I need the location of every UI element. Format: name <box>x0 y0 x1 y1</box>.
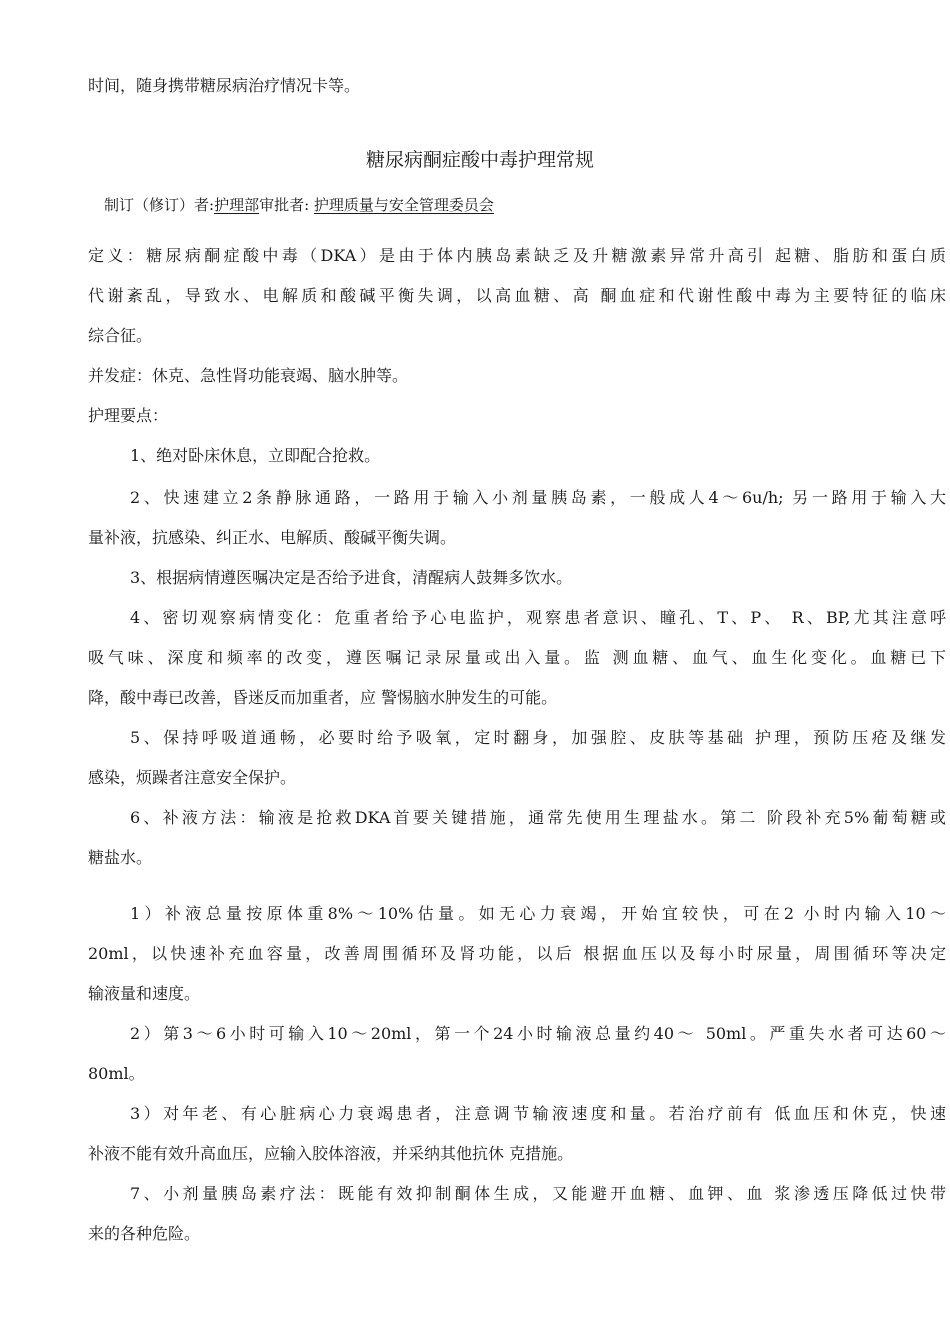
subpoint-3-line-1: 3）对年老、有心脏病心力衰竭患者，注意调节输液速度和量。若治疗前有 低血压和休克，快速 <box>130 1104 946 1123</box>
point-6-line-1: 6、补液方法：输液是抢救DKA首要关键措施，通常先使用生理盐水。第二 阶段补充5%葡萄糖或 <box>130 808 946 827</box>
point-7-line-1: 7、小剂量胰岛素疗法：既能有效抑制酮体生成，又能避开血糖、血钾、血 浆渗透压降低过快带 <box>130 1184 946 1203</box>
subpoint-3-line-2: 补液不能有效升高血压，应输入胶体溶液，并采纳其他抗休 克措施。 <box>88 1144 574 1163</box>
subpoint-2-line-1: 2）第3〜6小时可输入10〜20ml，第一个24小时输液总量约40〜 50ml。严重失水者可达60〜 <box>130 1024 946 1043</box>
point-6-line-2: 糖盐水。 <box>88 848 153 867</box>
point-1: 1、绝对卧床休息，立即配合抢救。 <box>130 446 381 465</box>
definition-line-1: 定义：糖尿病酮症酸中毒（DKA）是由于体内胰岛素缺乏及升糖激素异常升高引 起糖、脂肪和蛋白质 <box>88 246 946 265</box>
point-7-line-2: 来的各种危险。 <box>88 1224 201 1243</box>
subpoint-1-line-2: 20ml，以快速补充血容量，改善周围循环及肾功能，以后 根据血压以及每小时尿量，周围循环等决定 <box>88 944 946 963</box>
byline-approver-label: 审批者: <box>259 196 314 214</box>
continuation-text: 时间，随身携带糖尿病治疗情况卡等。 <box>88 76 361 95</box>
byline-author: 护理部 <box>214 196 260 214</box>
subpoint-2-line-2: 80ml。 <box>88 1064 145 1083</box>
key-points-heading: 护理要点： <box>88 406 169 425</box>
point-2-line-1: 2、快速建立2条静脉通路，一路用于输入小剂量胰岛素，一般成人4〜6u/h; 另一路用于输入大 <box>130 488 946 507</box>
point-4-line-2: 吸气味、深度和频率的改变，遵医嘱记录尿量或出入量。监 测血糖、血气、血生化变化。血糖已下 <box>88 648 946 667</box>
point-2-line-2: 量补液，抗感染、纠正水、电解质、酸碱平衡失调。 <box>88 528 457 547</box>
byline <box>104 195 494 215</box>
subpoint-1-line-3: 输液量和速度。 <box>88 984 201 1003</box>
point-4-line-3: 降，酸中毒已改善，昏迷反而加重者，应 警惕脑水肿发生的可能。 <box>88 688 558 707</box>
point-5-line-1: 5、保持呼吸道通畅，必要时给予吸氧，定时翻身，加强腔、皮肤等基础 护理，预防压疮及继发 <box>130 728 946 747</box>
point-5-line-2: 感染，烦躁者注意安全保护。 <box>88 768 297 787</box>
document-title: 糖尿病酮症酸中毒护理常规 <box>365 149 594 171</box>
point-4-line-1: 4、密切观察病情变化：危重者给予心电监护，观察患者意识、瞳孔、T、P、 R、BP,尤其注意呼 <box>130 608 946 627</box>
byline-approver: 护理质量与安全管理委员会 <box>313 196 494 214</box>
point-3: 3、根据病情遵医嘱决定是否给予进食，清醒病人鼓舞多饮水。 <box>130 568 573 587</box>
byline-prefix: 制订（修订）者: <box>104 196 215 214</box>
subpoint-1-line-1: 1）补液总量按原体重8%〜10%估量。如无心力衰竭，开始宜较快，可在2 小时内输入10〜 <box>130 904 946 923</box>
complication-line: 并发症：休克、急性肾功能衰竭、脑水肿等。 <box>88 366 409 385</box>
definition-line-3: 综合征。 <box>88 326 153 345</box>
definition-line-2: 代谢紊乱，导致水、电解质和酸碱平衡失调，以高血糖、高 酮血症和代谢性酸中毒为主要特征的临床 <box>88 286 946 305</box>
